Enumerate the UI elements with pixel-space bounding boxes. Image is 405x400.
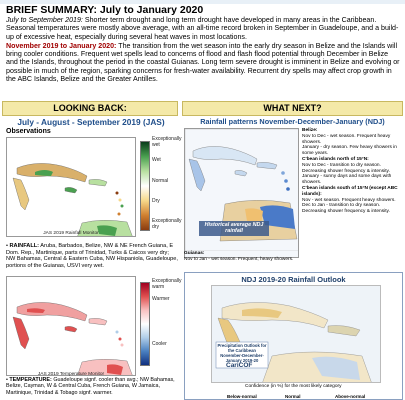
what-next-column — [182, 117, 403, 400]
looking-back-header: LOOKING BACK: — [2, 101, 178, 116]
legend-wet: Wet — [152, 157, 161, 163]
rainfall-monitor-map — [6, 137, 136, 237]
confidence-label: Confidence (in %) for the most likely category — [245, 384, 342, 389]
historical-map-label: Historical average NDJ rainfall — [199, 221, 269, 236]
rainfall-summary-text: Aruba, Barbados, Belize, NW & NE French Guiana, E Dom. Rep., Martinique, parts of Trinidad, Turks & Caicos very dry; NW Bahamas, Central & Eastern Cuba, NW Hispaniola, Guadeloupe, portions of the Guianas, USVI very wet. — [6, 243, 178, 269]
conf-below-label: Below-normal — [227, 394, 257, 399]
legend-exceptionally-wet: Exceptionally wet — [152, 136, 182, 148]
conf-above-label: Above-normal — [335, 394, 366, 399]
ndj-text-block — [302, 128, 402, 215]
ndj-rainfall-title: Rainfall patterns November-December-January (NDJ) — [200, 117, 385, 126]
summary-text-2: The transition from the wet season into the early dry season in Belize and the Islands will bring cooler conditions. Frequent wet spells lead to concerns of flood and flash flood potential through December in Belize and the Islands, throughout the period in the coastal Guianas. Long term severe drought is imminent in Belize and evolving or possible in much of the region, sparking concerns for fresh-water availability. Recurrent dry spells may affect crop growth in the ABC Islands, Belize and the Greater Antilles. — [6, 41, 400, 84]
observations-label: Observations — [6, 128, 51, 135]
legend-warmer: Warmer — [152, 296, 170, 302]
legend-normal: Normal — [152, 178, 169, 184]
summary-paragraph-1 — [6, 16, 400, 41]
temperature-summary-text: Guadeloupe signf. cooler than avg.; NW Bahamas, Belize, Cayman, W & Central Cuba, French Guiana, W Jamaica, Martinique, Trinidad & Tobago signf. warmer. — [6, 377, 175, 396]
legend-cooler: Cooler — [152, 341, 167, 347]
guianas-text — [184, 251, 299, 263]
rainfall-monitor-caption: JAS 2019 Rainfall Monitor — [43, 231, 99, 236]
summary-paragraph-2 — [6, 42, 400, 83]
ndj-outlook-panel — [184, 272, 403, 400]
summary-body — [6, 16, 400, 84]
ndj-north-1: Nov to Dec - transition to dry season. Decreasing shower frequency & intensity. — [302, 162, 390, 174]
summary-period-1: July to September 2019: — [6, 16, 83, 24]
what-next-header: WHAT NEXT? — [182, 101, 403, 116]
ndj-south-label: C'bean islands south of 15°N (except ABC islands): — [302, 185, 398, 197]
rainfall-legend-bar — [140, 141, 150, 231]
summary-title: BRIEF SUMMARY: July to January 2020 — [6, 4, 204, 16]
ndj-north-2: January - sunny days and some days with showers. — [302, 174, 392, 186]
outlook-title: NDJ 2019-20 Rainfall Outlook — [241, 275, 346, 284]
ndj-south-2: Dec to Jan - transition to dry season. Decreasing shower frequency & intensity. — [302, 203, 390, 215]
summary-text-1: Shorter term drought and long term drought have developed in many areas in the Caribbean. Seasonal temperatures were mostly above average, with an all-time record broken in September in Guadeloupe, and a build-up of excessive heat, especially during several heat waves in most locations. — [6, 16, 399, 41]
conf-normal-label: Normal — [285, 394, 301, 399]
guianas-label: Guianas: — [184, 251, 205, 256]
ndj-belize-2: January - dry season. Few heavy showers in some years. — [302, 145, 397, 157]
caricof-logo: CariCOF — [226, 362, 253, 369]
temperature-legend-bar — [140, 282, 150, 366]
ndj-belize-1: Nov to Dec - wet season. Frequent heavy showers. — [302, 133, 391, 145]
outlook-map — [211, 285, 381, 383]
outlook-map-label: Precipitation Outlook for the Caribbean November-December-January 2019-20 — [217, 343, 267, 363]
lower-left-text — [6, 377, 180, 400]
temperature-monitor-map — [6, 276, 136, 376]
legend-exceptionally-dry: Exceptionally dry — [152, 218, 182, 230]
ndj-south-1: Nov - wet season. Frequent heavy showers. — [302, 197, 396, 203]
guianas-body: Nov to Jan - wet season. Frequent, heavy showers. — [184, 256, 294, 262]
temperature-summary-line: • TEMPERATURE: Guadeloupe signf. cooler than avg.; NW Bahamas, Belize, Cayman, W & Central Cuba, French Guiana, W Jamaica, Martinique, Trinidad & Tobago signf. warmer. — [6, 377, 175, 396]
legend-exceptionally-warm: Exceptionally warm — [152, 278, 182, 290]
temperature-summary-label: TEMPERATURE: — [9, 377, 52, 383]
ndj-north-label: C'bean islands north of 15°N: — [302, 156, 369, 162]
ndj-historical-map — [184, 128, 299, 258]
legend-dry: Dry — [152, 198, 160, 204]
looking-back-column — [2, 117, 182, 400]
summary-period-2: November 2019 to January 2020: — [6, 41, 117, 50]
ndj-belize-label: Belize: — [302, 128, 318, 133]
rainfall-summary-label: RAINFALL: — [9, 243, 40, 249]
temperature-monitor-caption: JAS 2019 Temperature Monitor — [37, 372, 105, 377]
jas-title: July - August - September 2019 (JAS) — [17, 117, 165, 127]
rainfall-summary: • RAINFALL: Aruba, Barbados, Belize, NW & NE French Guiana, E Dom. Rep., Martinique, parts of Trinidad, Turks & Caicos very dry; NW Bahamas, Central & Eastern Cuba, NW Hispaniola, Guadeloupe, portions of the Guianas, USVI very wet. — [6, 243, 178, 269]
